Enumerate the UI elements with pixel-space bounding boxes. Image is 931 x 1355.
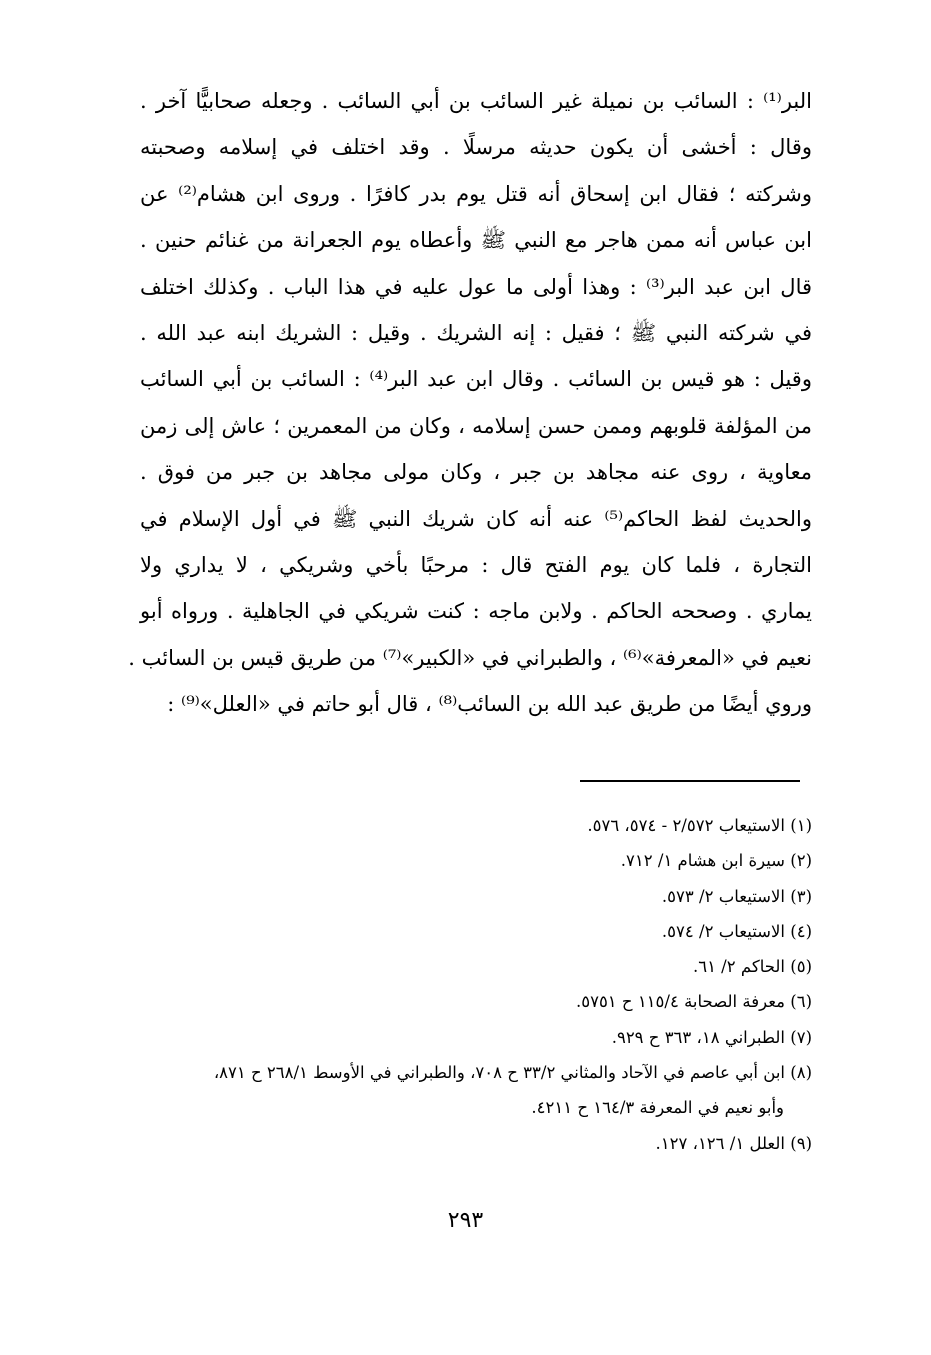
text-line: يماري . وصححه الحاكم . ولابن ماجه : كنت شريكي في الجاهلية . ورواه أبو bbox=[140, 599, 812, 624]
text-line: وروي أيضًا من طريق عبد الله بن السائب⁽⁸⁾ ، قال أبو حاتم في «العلل»⁽⁹⁾ : bbox=[167, 692, 812, 717]
text-line: وقيل : هو قيس بن السائب . وقال ابن عبد البر⁽⁴⁾ : السائب بن أبي السائب bbox=[140, 367, 812, 392]
footnote: (٤) الاستيعاب ٢/ ٥٧٤. bbox=[661, 921, 812, 941]
text-line: ابن عباس أنه ممن هاجر مع النبي ﷺ وأعطاه يوم الجعرانة من غنائم حنين . bbox=[140, 228, 812, 253]
main-text bbox=[128, 78, 813, 727]
footnote: (٧) الطبراني ١٨، ٣٦٣ ح ٩٢٩. bbox=[611, 1027, 812, 1047]
footnote: (٢) سيرة ابن هشام ١/ ٧١٢. bbox=[620, 851, 812, 871]
text-line: التجارة ، فلما كان يوم الفتح قال : مرحبًا بأخي وشريكي ، لا يداري ولا bbox=[140, 552, 812, 577]
text-line: والحديث لفظ الحاكم⁽⁵⁾ عنه أنه كان شريك النبي ﷺ في أول الإسلام في bbox=[140, 506, 812, 531]
text-line: نعيم في «المعرفة»⁽⁶⁾ ، والطبراني في «الكبير»⁽⁷⁾ من طريق قيس بن السائب . bbox=[128, 645, 812, 670]
text-line: قال ابن عبد البر⁽³⁾ : وهذا أولى ما عول عليه في هذا الباب . وكذلك اختلف bbox=[140, 274, 813, 299]
footnotes bbox=[130, 808, 812, 1161]
text-line: معاوية ، روى عنه مجاهد بن جبر ، وكان مولى مجاهد بن جبر من فوق . bbox=[140, 460, 812, 485]
footnote: (٥) الحاكم ٢/ ٦١. bbox=[692, 957, 812, 977]
footnote: (٩) العلل ١/ ١٢٦، ١٢٧. bbox=[655, 1133, 812, 1153]
footnote: (٦) معرفة الصحابة ١١٥/٤ ح ٥٧٥١. bbox=[575, 992, 812, 1012]
text-line: من المؤلفة قلوبهم وممن حسن إسلامه ، وكان من المعمرين ؛ عاش إلى زمن bbox=[140, 413, 812, 438]
page-number: ٢٩٣ bbox=[447, 1208, 484, 1233]
footnote: (١) الاستيعاب ٢/٥٧٢ - ٥٧٤، ٥٧٦. bbox=[587, 816, 812, 835]
footnote: (٨) ابن أبي عاصم في الآحاد والمثاني ٣٣/٢ ح ٧٠٨، والطبراني في الأوسط ٢٦٨/١ ح ٨٧١، bbox=[213, 1063, 812, 1083]
footnote: (٣) الاستيعاب ٢/ ٥٧٣. bbox=[661, 886, 812, 906]
text-line: في شركته النبي ﷺ ؛ فقيل : إنه الشريك . وقيل : الشريك ابنه عبد الله . bbox=[140, 320, 812, 345]
text-line: البر⁽¹⁾ : السائب بن نميلة غير السائب بن أبي السائب . وجعله صحابيًّا آخر . bbox=[140, 89, 812, 113]
footnote-divider bbox=[580, 780, 800, 782]
text-line: وقال : أخشى أن يكون حديثه مرسلًا . وقد اختلف في إسلامه وصحبته bbox=[140, 135, 812, 160]
text-line: وشركته ؛ فقال ابن إسحاق أنه قتل يوم بدر كافرًا . وروى ابن هشام⁽²⁾ عن bbox=[140, 181, 812, 206]
footnote-continuation: وأبو نعيم في المعرفة ١٦٤/٣ ح ٤٢١١. bbox=[531, 1098, 784, 1118]
